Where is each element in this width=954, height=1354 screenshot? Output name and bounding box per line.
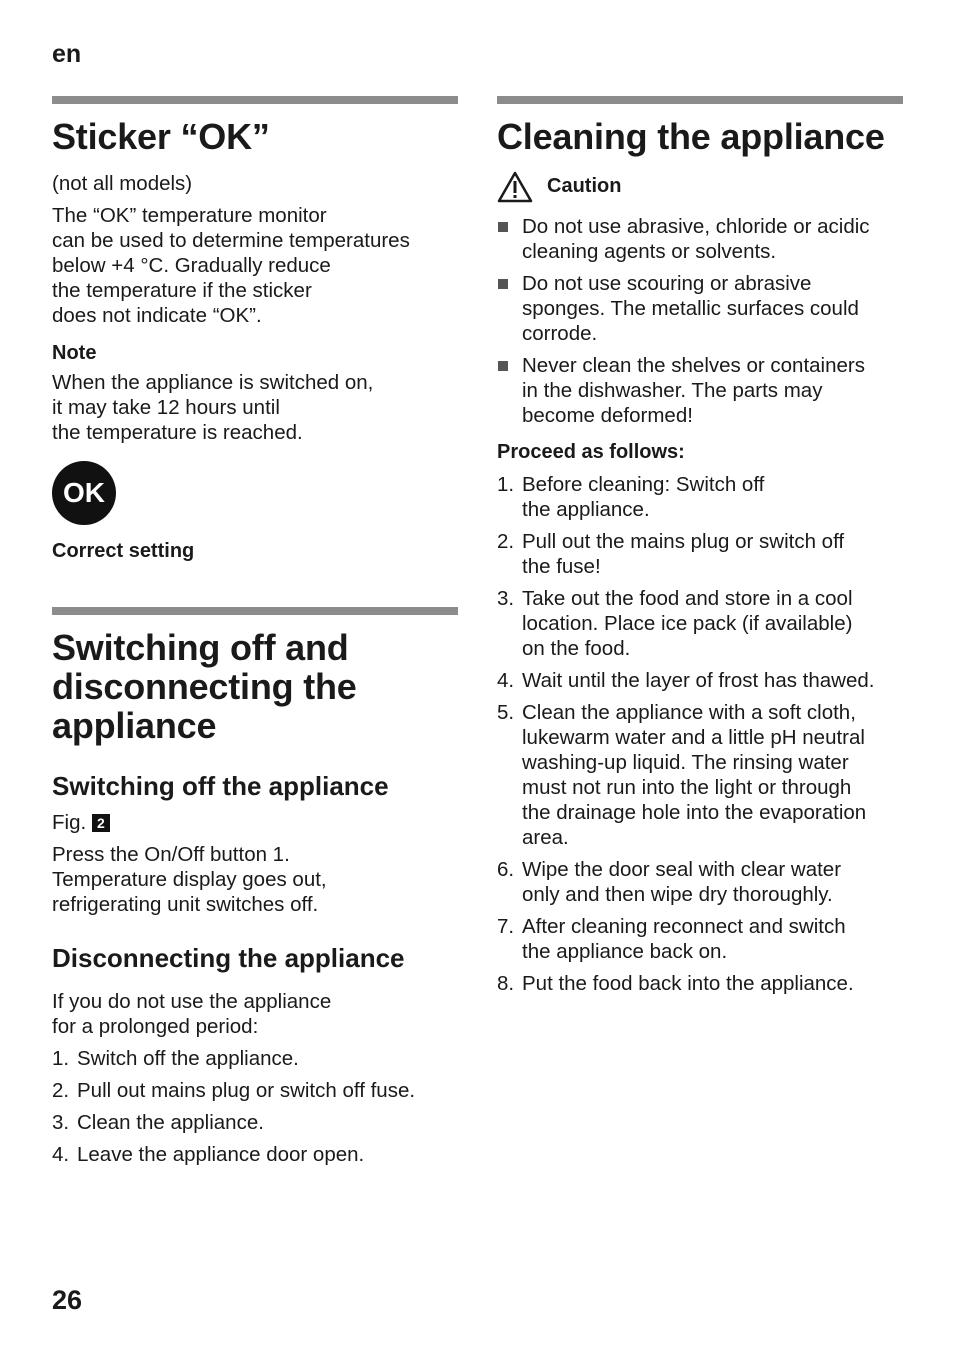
figure-number-icon: 2 — [92, 814, 110, 832]
page-number: 26 — [52, 1285, 83, 1315]
sticker-ok-title: Sticker “OK” — [52, 116, 270, 157]
warning-triangle-icon — [497, 171, 533, 203]
list-item: Never clean the shelves or containers in the dishwasher. The parts may become deformed! — [497, 353, 903, 428]
left-column — [52, 96, 458, 1174]
note-text: When the appliance is switched on, it may take 12 hours until the temperature is reached. — [52, 370, 374, 444]
list-item: Do not use abrasive, chloride or acidic cleaning agents or solvents. — [497, 214, 903, 264]
list-item: 4. Wait until the layer of frost has thawed. — [497, 668, 875, 692]
bullet-square-icon — [497, 353, 522, 428]
sticker-ok-subtitle: (not all models) — [52, 171, 193, 195]
section-rule — [52, 96, 458, 104]
figure-reference: Fig. 2 — [52, 810, 458, 835]
disconnecting-heading: Disconnecting the appliance — [52, 943, 405, 974]
list-item: 4. Leave the appliance door open. — [52, 1142, 365, 1166]
bullet-square-icon — [497, 271, 522, 346]
sticker-ok-intro: The “OK” temperature monitor can be used to determine temperatures below +4 °C. Gradually reduce the temperature if the sticker does not indicate “OK”. — [52, 203, 410, 327]
switching-off-title: Switching off and disconnecting the appliance — [52, 626, 357, 746]
list-item: 2. Pull out the mains plug or switch off the fuse! — [497, 529, 845, 578]
caution-heading — [497, 171, 903, 203]
switching-off-heading: Switching off the appliance — [52, 770, 389, 801]
caution-label: Caution — [547, 175, 622, 198]
cleaning-steps — [497, 472, 903, 996]
proceed-label: Proceed as follows: — [497, 440, 685, 463]
disconnecting-intro: If you do not use the appliance for a prolonged period: — [52, 989, 332, 1038]
bullet-square-icon — [497, 214, 522, 264]
language-code: en — [52, 40, 82, 68]
cleaning-title: Cleaning the appliance — [497, 116, 885, 157]
list-item: 6. Wipe the door seal with clear water only and then wipe dry thoroughly. — [497, 857, 842, 906]
right-column — [497, 96, 903, 1003]
list-item: 7. After cleaning reconnect and switch the appliance back on. — [497, 914, 846, 963]
list-item: 8. Put the food back into the appliance. — [497, 971, 854, 995]
list-item: 3. Clean the appliance. — [52, 1110, 264, 1134]
section-rule — [52, 607, 458, 615]
list-item: 1. Before cleaning: Switch off the appliance. — [497, 472, 765, 521]
ok-sticker-icon: OK — [52, 461, 116, 525]
disconnecting-steps — [52, 1046, 458, 1167]
list-item: 1. Switch off the appliance. — [52, 1046, 299, 1070]
list-item: 3. Take out the food and store in a cool location. Place ice pack (if available) on the food. — [497, 586, 853, 660]
list-item: Do not use scouring or abrasive sponges. The metallic surfaces could corrode. — [497, 271, 903, 346]
ok-badge-caption: Correct setting — [52, 539, 195, 562]
list-item: 2. Pull out mains plug or switch off fuse. — [52, 1078, 416, 1102]
caution-list — [497, 214, 903, 428]
note-label: Note — [52, 341, 97, 364]
switching-off-text: Press the On/Off button 1. Temperature display goes out, refrigerating unit switches off. — [52, 843, 327, 917]
list-item: 5. Clean the appliance with a soft cloth, lukewarm water and a little pH neutral washing-up liquid. The rinsing water must not run into the light or through the drainage hole into the evaporation area. — [497, 700, 867, 849]
section-rule — [497, 96, 903, 104]
